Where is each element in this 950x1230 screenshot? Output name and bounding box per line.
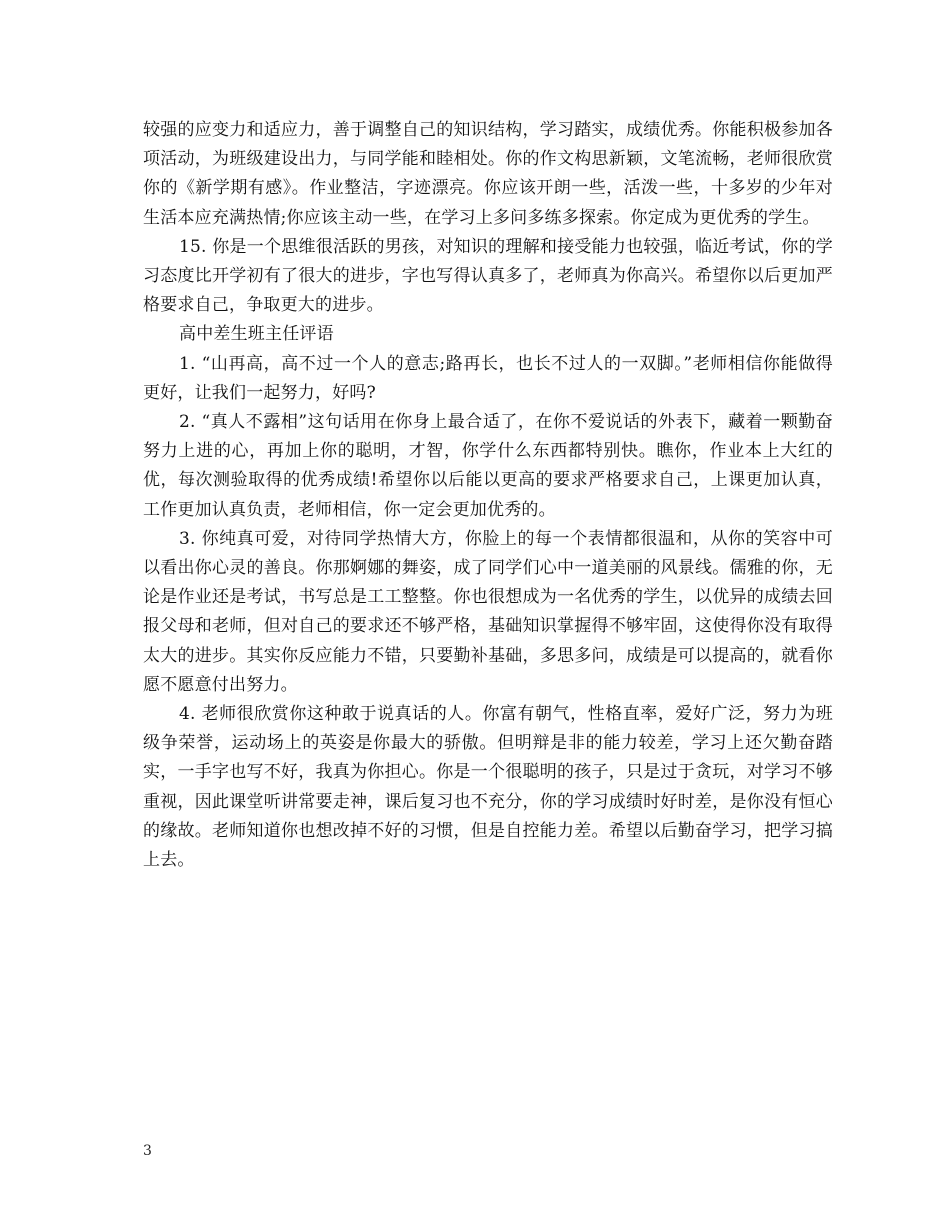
paragraph-continuation: 较强的应变力和适应力，善于调整自己的知识结构，学习踏实，成绩优秀。你能积极参加各项活动，为班级建设出力，与同学能和睦相处。你的作文构思新颖，文笔流畅，老师很欣赏你的《新学期有感》。作业整洁，字迹漂亮。你应该开朗一些，活泼一些，十多岁的少年对生活本应充满热情;你应该主动一些，在学习上多问多练多探索。你定成为更优秀的学生。: [143, 120, 833, 228]
paragraph-comment-1: 1. “山再高，高不过一个人的意志;路再长，也长不过人的一双脚。”老师相信你能做得更好，让我们一起努力，好吗?: [143, 353, 833, 403]
paragraph-comment-3: 3. 你纯真可爱，对待同学热情大方，你脸上的每一个表情都很温和，从你的笑容中可以看出你心灵的善良。你那婀娜的舞姿，成了同学们心中一道美丽的风景线。儒雅的你，无论是作业还是考试，书写总是工工整整。你也很想成为一名优秀的学生，以优异的成绩去回报父母和老师，但对自己的要求还不够严格，基础知识掌握得不够牢固，这使得你没有取得太大的进步。其实你反应能力不错，只要勤补基础，多思多问，成绩是可以提高的，就看你愿不愿意付出努力。: [143, 528, 833, 695]
page-number: 3: [143, 1143, 152, 1159]
document-body: [143, 116, 833, 875]
section-heading: 高中差生班主任评语: [179, 324, 334, 345]
paragraph-comment-4: 4. 老师很欣赏你这种敢于说真话的人。你富有朝气，性格直率，爱好广泛，努力为班级争荣誉，运动场上的英姿是你最大的骄傲。但明辩是非的能力较差，学习上还欠勤奋踏实，一手字也写不好，我真为你担心。你是一个很聪明的孩子，只是过于贪玩，对学习不够重视，因此课堂听讲常要走神，课后复习也不充分，你的学习成绩时好时差，是你没有恒心的缘故。老师知道你也想改掉不好的习惯，但是自控能力差。希望以后勤奋学习，把学习搞上去。: [143, 704, 833, 871]
paragraph-comment-2: 2. “真人不露相”这句话用在你身上最合适了，在你不爱说话的外表下，藏着一颗勤奋努力上进的心，再加上你的聪明，才智，你学什么东西都特别快。瞧你，作业本上大红的优，每次测验取得的优秀成绩!希望你以后能以更高的要求严格要求自己，上课更加认真，工作更加认真负责，老师相信，你一定会更加优秀的。: [143, 412, 833, 520]
paragraph-comment-15: 15. 你是一个思维很活跃的男孩，对知识的理解和接受能力也较强，临近考试，你的学习态度比开学初有了很大的进步，字也写得认真多了，老师真为你高兴。希望你以后更加严格要求自己，争取更大的进步。: [143, 236, 833, 316]
